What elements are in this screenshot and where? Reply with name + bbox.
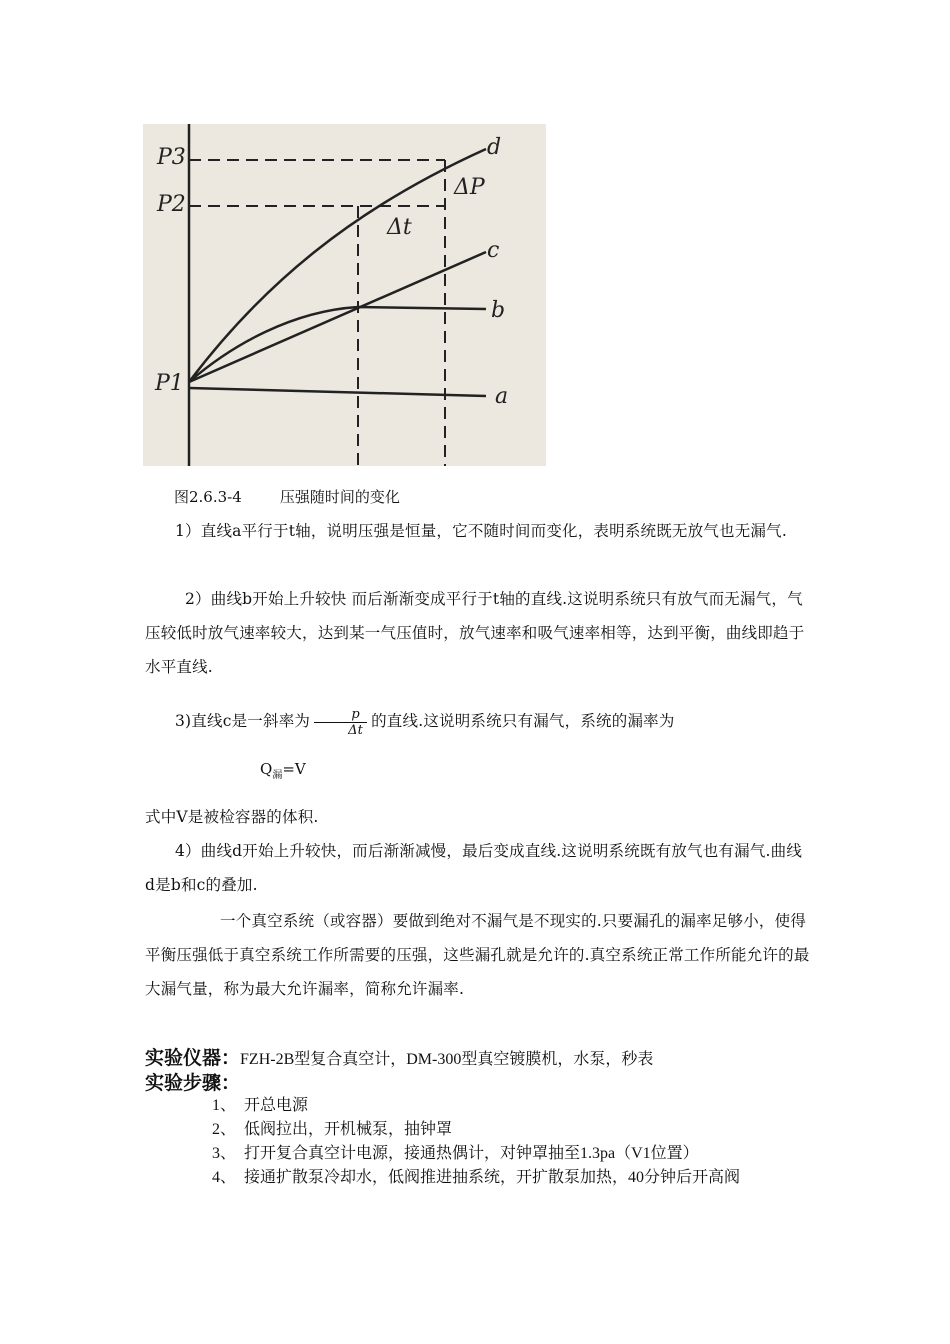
label-p1: P1 xyxy=(155,371,184,396)
leak-rate-formula xyxy=(260,760,306,781)
step-text: 打开复合真空计电源，接通热偶计，对钟罩抽至1.3pa（V1位置） xyxy=(244,1145,699,1162)
step-number: 1、 xyxy=(212,1097,237,1114)
steps-heading: 实验步骤： xyxy=(145,1072,241,1094)
slope-fraction xyxy=(314,707,367,738)
paragraph-line-c xyxy=(145,704,810,738)
label-c: c xyxy=(487,238,500,263)
steps-list xyxy=(212,1094,812,1190)
label-b: b xyxy=(491,298,506,323)
instruments-line xyxy=(145,1043,653,1070)
step-number: 4、 xyxy=(212,1169,237,1186)
paragraph-allowed-leak: 一个真空系统（或容器）要做到绝对不漏气是不现实的.只要漏孔的漏率足够小，使得平衡压强低于真空系统工作所需要的压强，这些漏孔就是允许的.真空系统正常工作所能允许的最大漏气量，称为最大允许漏率，简称允许漏率. xyxy=(145,912,810,998)
label-p2: P2 xyxy=(157,192,186,217)
pressure-time-figure xyxy=(143,124,546,466)
formula-q: Q xyxy=(260,760,273,778)
step-number: 2、 xyxy=(212,1121,237,1138)
step-text: 接通扩散泵冷却水，低阀推进抽系统，开扩散泵加热，40分钟后开高阀 xyxy=(244,1169,741,1186)
label-p3: P3 xyxy=(157,145,186,170)
curve-d xyxy=(189,149,486,382)
fraction-numerator: p xyxy=(314,707,367,723)
step-number: 3、 xyxy=(212,1145,237,1162)
paragraph-line-a: 1）直线a平行于t轴，说明压强是恒量，它不随时间而变化，表明系统既无放气也无漏气. xyxy=(175,522,787,540)
formula-rest: =V xyxy=(282,760,306,778)
step-item xyxy=(212,1094,812,1118)
formula-subscript: 漏 xyxy=(272,770,283,781)
line-c xyxy=(189,252,486,382)
step-item xyxy=(212,1118,812,1142)
pressure-graph xyxy=(143,124,546,466)
label-delta-t: Δt xyxy=(387,215,412,240)
line-a xyxy=(189,388,486,396)
label-d: d xyxy=(487,135,502,160)
figure-caption: 图2.6.3-4 压强随时间的变化 xyxy=(174,488,400,506)
paragraph-volume-note: 式中V是被检容器的体积. xyxy=(145,808,319,826)
instruments-text: FZH-2B型复合真空计，DM-300型真空镀膜机，水泵，秒表 xyxy=(240,1051,654,1068)
step-item xyxy=(212,1142,812,1166)
fraction-denominator: Δt xyxy=(348,722,364,738)
paragraph-curve-b: 2）曲线b开始上升较快 而后渐渐变成平行于t轴的直线.这说明系统只有放气而无漏气，气压较低时放气速率较大，达到某一气压值时，放气速率和吸气速率相等，达到平衡，曲线即趋于水平直线. xyxy=(145,590,805,676)
step-item xyxy=(212,1166,812,1190)
line-c-text-after: 的直线.这说明系统只有漏气，系统的漏率为 xyxy=(371,712,675,730)
instruments-heading: 实验仪器： xyxy=(145,1047,241,1069)
line-c-text-before: 3)直线c是一斜率为 xyxy=(175,712,311,730)
step-text: 低阀拉出，开机械泵，抽钟罩 xyxy=(244,1121,453,1138)
label-a: a xyxy=(495,384,509,409)
step-text: 开总电源 xyxy=(244,1097,309,1114)
label-delta-p: ΔP xyxy=(454,175,485,200)
paragraph-curve-d: 4）曲线d开始上升较快，而后渐渐减慢，最后变成直线.这说明系统既有放气也有漏气.曲线d是b和c的叠加. xyxy=(145,842,803,894)
